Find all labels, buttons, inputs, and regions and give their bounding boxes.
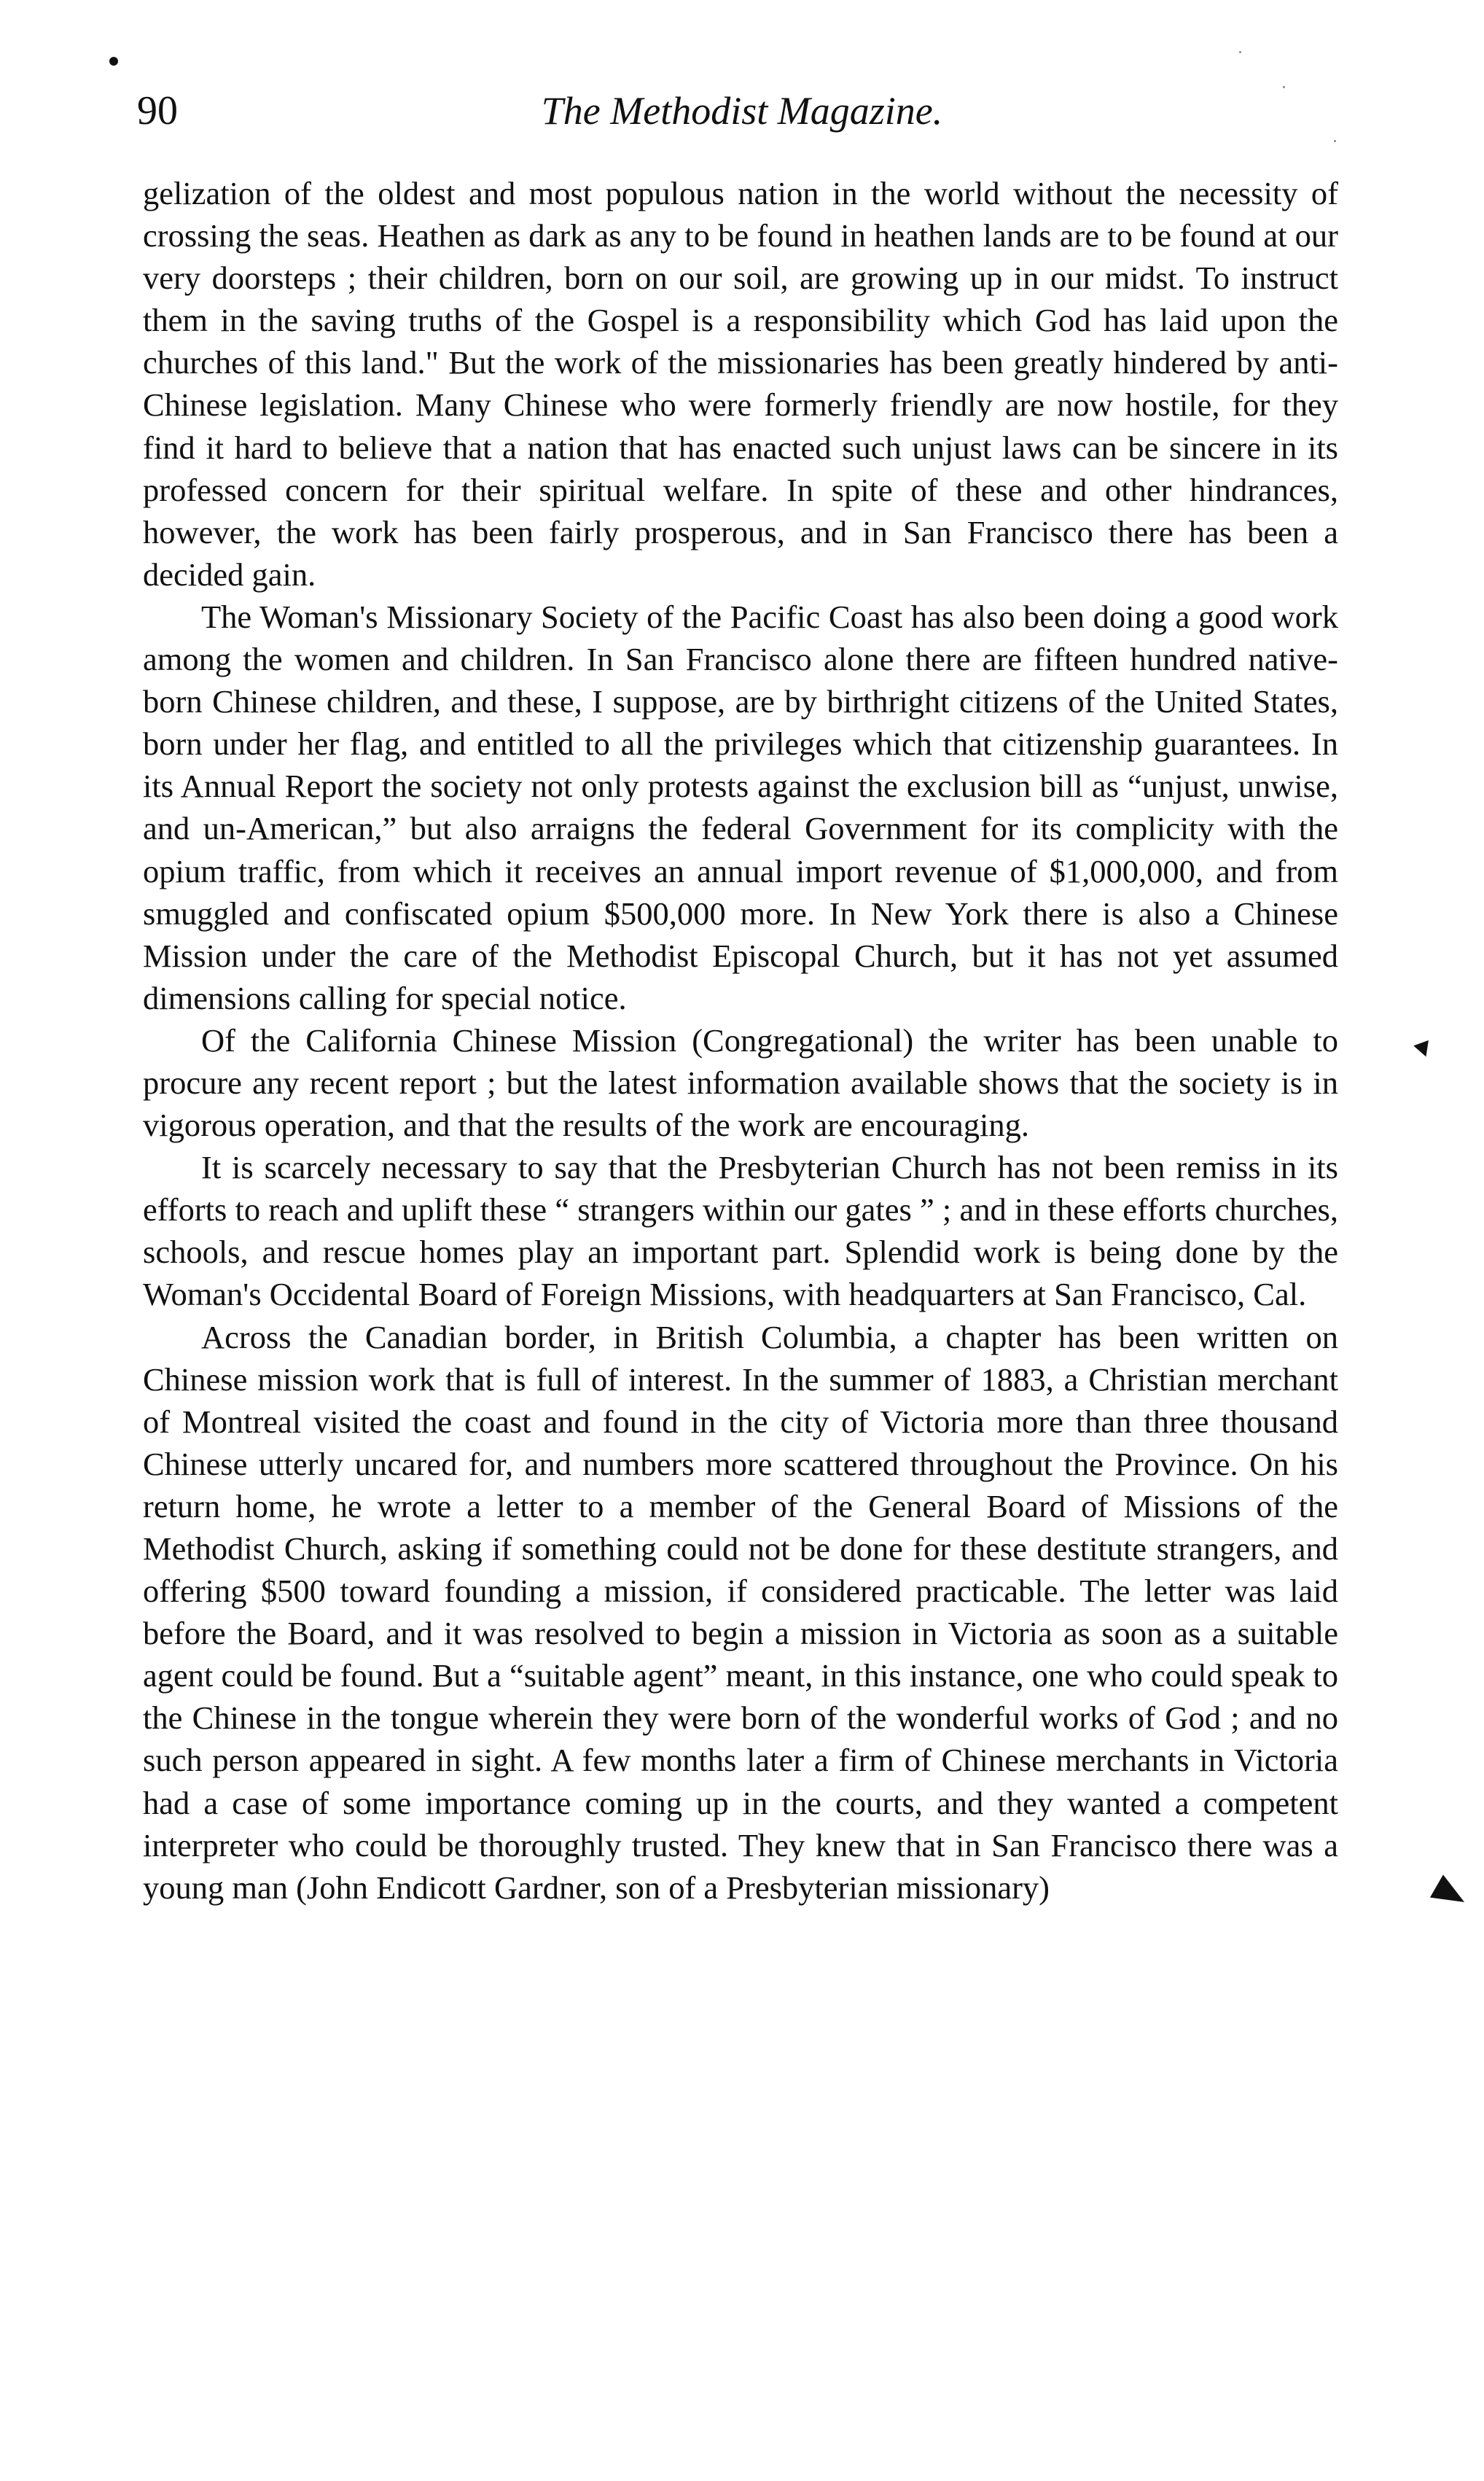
paragraph-2: The Woman's Missionary Society of the Pacific Coast has also been doing a good work among the women and children. In San Francisco alone there are fifteen hundred native-born Chinese children, and these, I suppose, are by birthright citizens of the United States, born under her flag, and entitled to all the privileges which that citizenship guarantees. In its Annual Report the society not only protests against the exclusion bill as “unjust, unwise, and un-American,” but also arraigns the federal Government for its complicity with the opium traffic, from which it receives an annual import revenue of $1,000,000, and from smuggled and confiscated opium $500,000 more. In New York there is also a Chinese Mission under the care of the Methodist Episcopal Church, but it has not yet assumed dimensions calling for special notice. (143, 598, 1338, 1016)
margin-arrow-mark (1413, 1040, 1434, 1059)
page-number: 90 (137, 88, 178, 133)
margin-pointer-mark (1430, 1874, 1471, 1913)
article-body (143, 172, 1338, 1909)
paragraph-3: Of the California Chinese Mission (Congregational) the writer has been unable to procure any recent report ; but the latest information available shows that the society is in vigorous operation, and that the results of the work are encouraging. (143, 1021, 1338, 1144)
scan-speck (1334, 140, 1336, 142)
paragraph-4: It is scarcely necessary to say that the Presbyterian Church has not been remiss in its efforts to reach and uplift these “ strangers within our gates ” ; and in these efforts churches, schools, and rescue homes play an important part. Splendid work is being done by the Woman's Occidental Board of Foreign Missions, with headquarters at San Francisco, Cal. (143, 1149, 1338, 1313)
paragraph-1: gelization of the oldest and most populous nation in the world without the necessity of crossing the seas. Heathen as dark as any to be found in heathen lands are to be found at our very doorsteps ; their children, born on our soil, are growing up in our midst. To instruct them in the saving truths of the Gospel is a responsibility which God has laid upon the churches of this land." But the work of the missionaries has been greatly hindered by anti-Chinese legislation. Many Chinese who were formerly friendly are now hostile, for they find it hard to believe that a nation that has enacted such unjust laws can be sincere in its professed concern for their spiritual welfare. In spite of these and other hindrances, however, the work has been fairly prosperous, and in San Francisco there has been a decided gain. (143, 175, 1338, 593)
running-title: The Methodist Magazine. (541, 89, 943, 133)
scan-speck (1283, 86, 1285, 88)
page-header (137, 82, 1347, 140)
ink-dot-mark (109, 57, 118, 66)
scan-speck (1239, 51, 1241, 53)
paragraph-5: Across the Canadian border, in British Columbia, a chapter has been written on Chinese mission work that is full of interest. In the summer of 1883, a Christian merchant of Montreal visited the coast and found in the city of Victoria more than three thousand Chinese utterly uncared for, and numbers more scattered throughout the Province. On his return home, he wrote a letter to a member of the General Board of Missions of the Methodist Church, asking if something could not be done for these destitute strangers, and offering $500 toward founding a mission, if considered practicable. The letter was laid before the Board, and it was resolved to begin a mission in Victoria as soon as a suitable agent could be found. But a “suitable agent” meant, in this instance, one who could speak to the Chinese in the tongue wherein they were born of the wonderful works of God ; and no such person appeared in sight. A few months later a firm of Chinese merchants in Victoria had a case of some importance coming up in the courts, and they wanted a competent interpreter who could be thoroughly trusted. They knew that in San Francisco there was a young man (John Endicott Gardner, son of a Presbyterian missionary) (143, 1318, 1338, 1906)
